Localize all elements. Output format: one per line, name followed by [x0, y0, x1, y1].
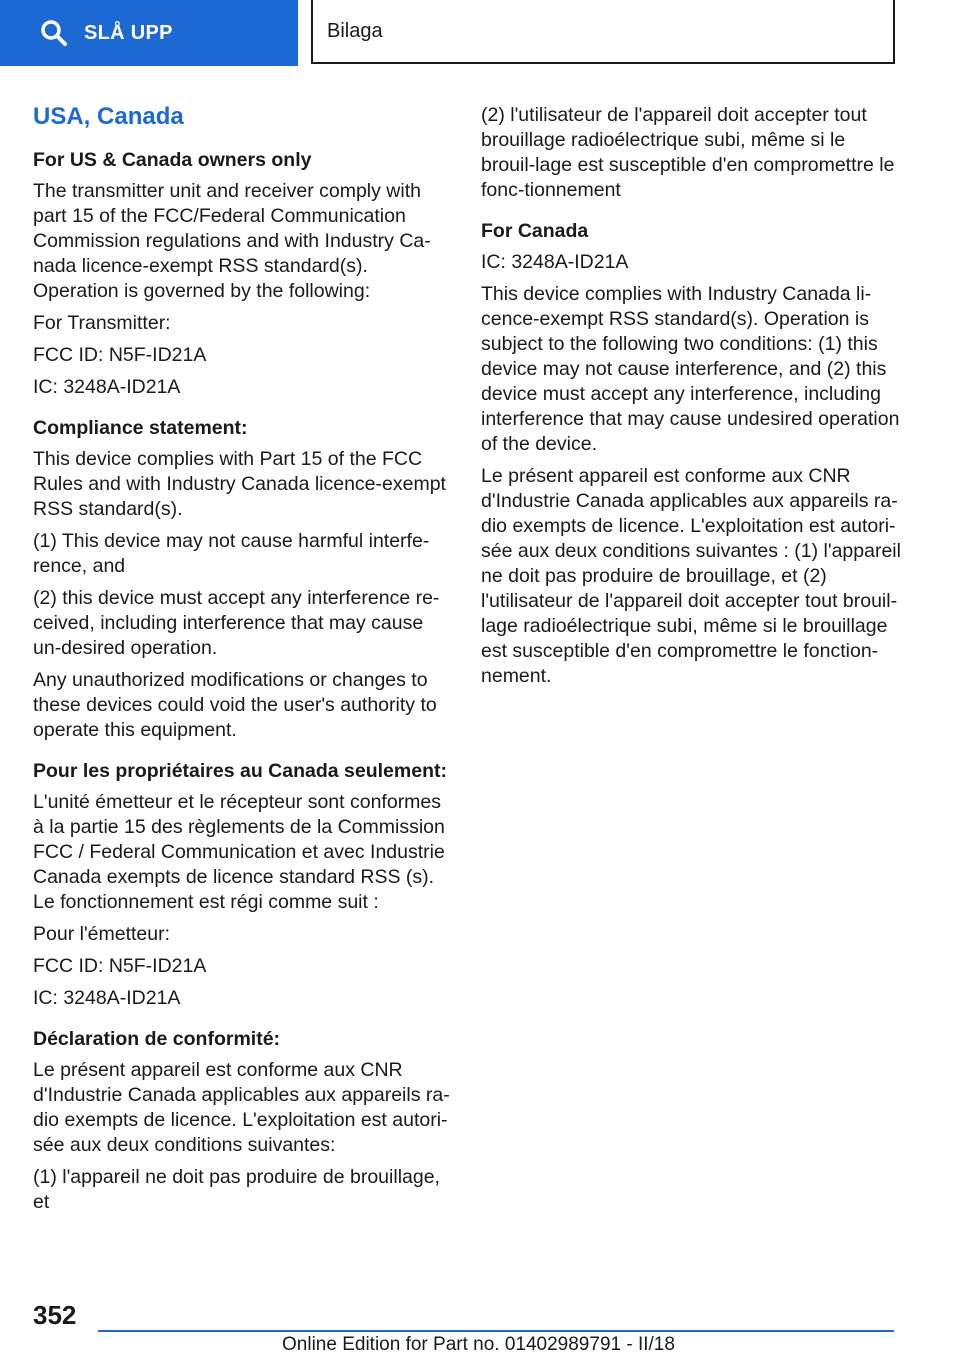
search-icon	[40, 19, 68, 47]
page-number: 352	[33, 1300, 77, 1330]
paragraph: FCC ID: N5F-ID21A	[33, 955, 207, 977]
paragraph: (2) this device must accept any interference re-ceived, including interference that may cause un-desired operation.	[33, 587, 440, 659]
paragraph: The transmitter unit and receiver comply with part 15 of the FCC/Federal Communication Commission regulations and with Industry Ca-nada licence-exempt RSS standard(s). Operation is governed by the following:	[33, 180, 431, 302]
paragraph: Le présent appareil est conforme aux CNR d'Industrie Canada applicables aux appareils ra-dio exempts de licence. L'exploitation est autori-sée aux deux conditions suivantes : (1) l'appareil ne doit pas produire de brouillage, et (2) l'utilisateur de l'appareil doit accepter tout brouil-lage radioélectrique subi, même si le brouillage est susceptible d'en compromettre le fonction-nement.	[481, 465, 901, 687]
edition-text: Online Edition for Part no. 01402989791 - II/18	[282, 1334, 675, 1355]
paragraph: (2) l'utilisateur de l'appareil doit accepter tout brouillage radioélectrique subi, même si le brouil-lage est susceptible d'en compromettre le fonc-tionnement	[481, 104, 895, 201]
paragraph: Any unauthorized modifications or changes to these devices could void the user's authority to operate this equipment.	[33, 669, 437, 741]
left-column	[33, 100, 453, 1222]
canada-heading: For Canada	[481, 220, 589, 242]
right-column	[481, 103, 901, 696]
french-heading: Pour les propriétaires au Canada seulement:	[33, 760, 447, 782]
paragraph: (1) This device may not cause harmful interfe-rence, and	[33, 530, 430, 577]
section-label: Bilaga	[327, 19, 383, 42]
section-tab[interactable]	[311, 0, 895, 64]
paragraph: L'unité émetteur et le récepteur sont conformes à la partie 15 des règlements de la Commission FCC / Federal Communication et avec Industrie Canada exempts de licence standard RSS (s). Le fonctionnement est régi comme suit :	[33, 791, 445, 913]
paragraph: Pour l'émetteur:	[33, 923, 171, 945]
footer-divider	[98, 1330, 894, 1332]
search-label: SLÅ UPP	[84, 21, 173, 44]
paragraph: (1) l'appareil ne doit pas produire de brouillage, et	[33, 1166, 440, 1213]
section-title: USA, Canada	[33, 103, 184, 130]
paragraph: IC: 3248A-ID21A	[33, 376, 181, 398]
paragraph: Le présent appareil est conforme aux CNR d'Industrie Canada applicables aux appareils ra-dio exempts de licence. L'exploitation est autori-sée aux deux conditions suivantes:	[33, 1059, 450, 1156]
compliance-heading: Compliance statement:	[33, 417, 248, 439]
search-button[interactable]	[0, 0, 298, 66]
paragraph: IC: 3248A-ID21A	[481, 251, 629, 273]
us-heading: For US & Canada owners only	[33, 149, 312, 171]
paragraph: For Transmitter:	[33, 312, 171, 334]
paragraph: This device complies with Part 15 of the FCC Rules and with Industry Canada licence-exempt RSS standard(s).	[33, 448, 446, 520]
paragraph: This device complies with Industry Canada li-cence-exempt RSS standard(s). Operation is subject to the following two conditions: (1) this device may not cause interference, and (2) this device must accept any interference, including interference that may cause undesired operation of the device.	[481, 283, 900, 455]
paragraph: FCC ID: N5F-ID21A	[33, 344, 207, 366]
paragraph: IC: 3248A-ID21A	[33, 987, 181, 1009]
declaration-heading: Déclaration de conformité:	[33, 1028, 281, 1050]
